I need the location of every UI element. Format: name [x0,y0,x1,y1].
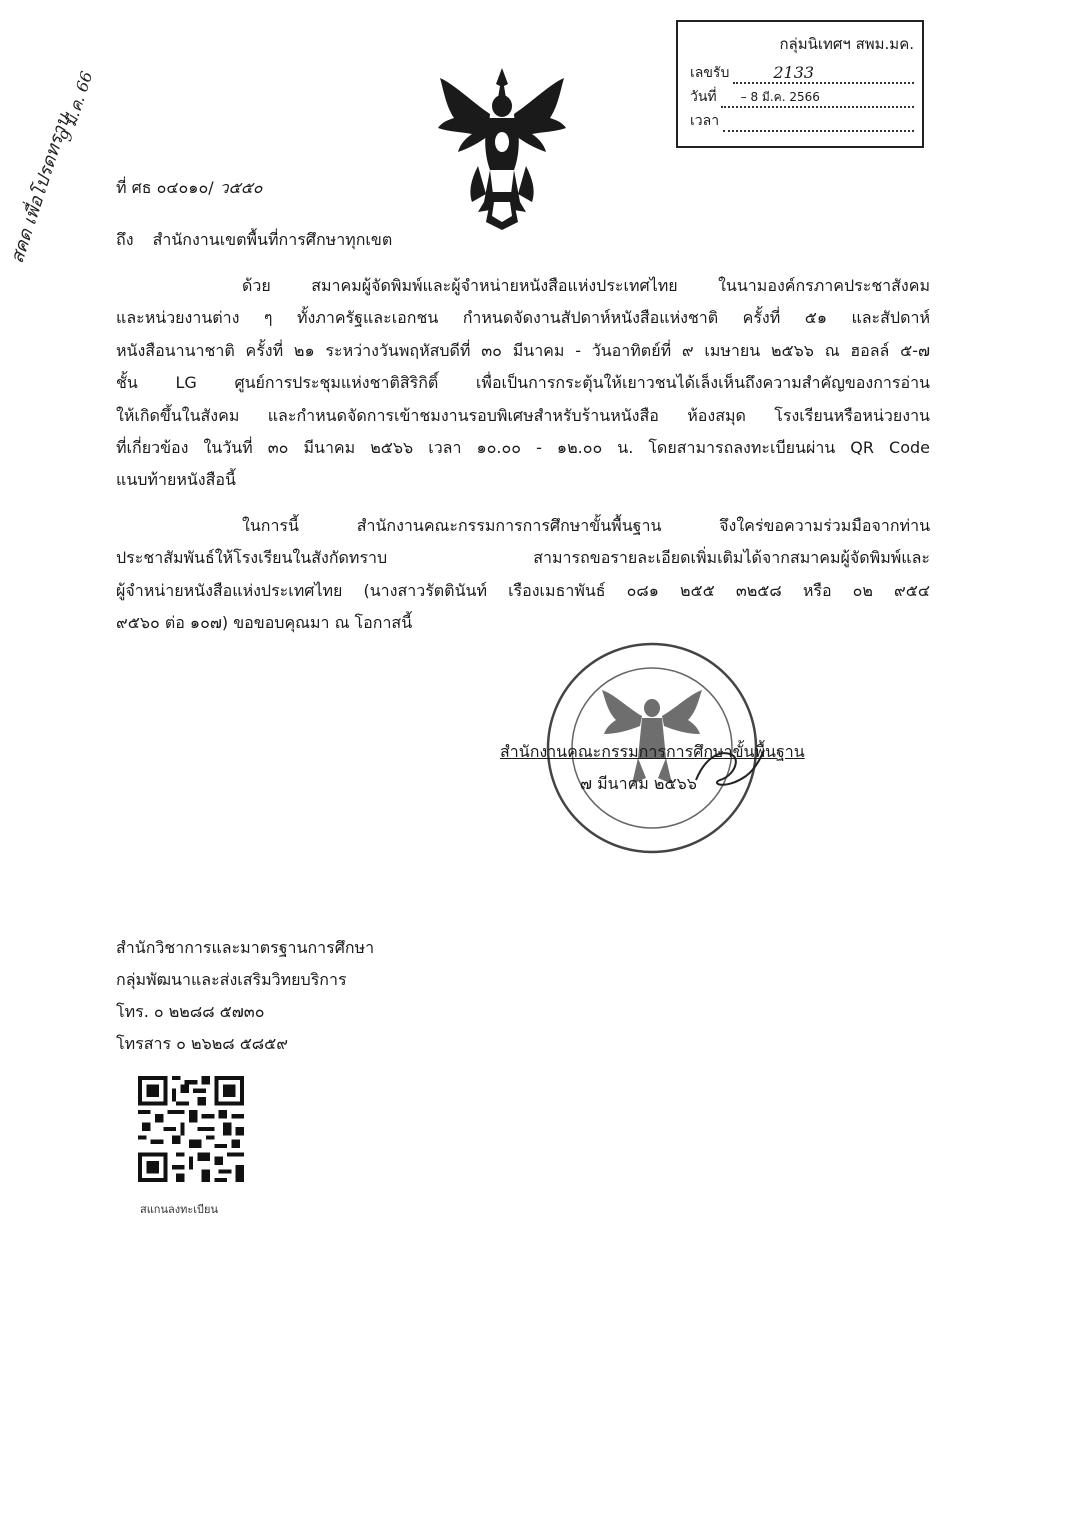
body-paragraph-2 [116,510,930,640]
garuda-emblem-icon [432,62,572,232]
stamp-number-row [690,60,914,84]
stamp-number-value: 2133 [733,64,914,84]
handwritten-margin-date: 9 มี.ค. 66 [56,68,97,144]
stamp-date-value: – 8 มี.ค. 2566 [721,88,914,108]
qr-caption: สแกนลงทะเบียน [140,1203,218,1216]
paragraph-line: ผู้จำหน่ายหนังสือแห่งประเทศไทย (นางสาวรัตตินันท์ เรืองเมธาพันธ์ ๐๘๑ ๒๕๕ ๓๒๕๘ หรือ ๐๒ ๙๕๔ [116,580,930,600]
contact-footer [116,932,374,1060]
stamp-number-label: เลขรับ [690,65,730,81]
stamp-date-row [690,84,914,108]
footer-group: กลุ่มพัฒนาและส่งเสริมวิทยบริการ [116,970,347,989]
reference-label: ที่ ศธ ๐๔๐๑๐/ [116,178,214,197]
paragraph-line: ด้วย สมาคมผู้จัดพิมพ์และผู้จำหน่ายหนังสือแห่งประเทศไทย ในนามองค์กรภาคประชาสังคม [242,276,930,295]
receiving-stamp [676,20,924,148]
stamp-time-row [690,108,914,132]
paragraph-line: ประชาสัมพันธ์ให้โรงเรียนในสังกัดทราบ สามารถขอรายละเอียดเพิ่มเติมได้จากสมาคมผู้จัดพิมพ์และ [116,548,930,568]
paragraph-line: ชั้น LG ศูนย์การประชุมแห่งชาติสิริกิติ์ เพื่อเป็นการกระตุ้นให้เยาวชนได้เล็งเห็นถึงความสำคัญของการอ่าน [116,373,930,393]
paragraph-line: และหน่วยงานต่าง ๆ ทั้งภาครัฐและเอกชน กำหนดจัดงานสัปดาห์หนังสือแห่งชาติ ครั้งที่ ๕๑ และสัปดาห์ [116,308,930,328]
addressee [116,228,392,253]
stamp-org: กลุ่มนิเทศฯ สพม.มค. [779,35,914,53]
handwritten-margin-note: สคด เพื่อโปรดทราบ [6,112,75,266]
stamp-time-value [723,112,914,132]
paragraph-line: ๙๕๖๐ ต่อ ๑๐๗) ขอขอบคุณมา ณ โอกาสนี้ [116,613,413,633]
addressee-value: สำนักงานเขตพื้นที่การศึกษาทุกเขต [152,230,393,249]
footer-fax: โทรสาร ๐ ๒๖๒๘ ๕๘๕๙ [116,1034,288,1053]
paragraph-line: หนังสือนานาชาติ ครั้งที่ ๒๑ ระหว่างวันพฤหัสบดีที่ ๓๐ มีนาคม - วันอาทิตย์ที่ ๙ เมษายน ๒๕๖๖ ณ ฮอลล์ ๕-๗ [116,340,930,360]
footer-tel: โทร. ๐ ๒๒๘๘ ๕๗๓๐ [116,1002,265,1021]
stamp-time-label: เวลา [690,113,720,129]
paragraph-line: แนบท้ายหนังสือนี้ [116,470,236,490]
body-paragraph-1 [116,270,930,497]
qr-code-icon [138,1076,244,1182]
document-reference [116,176,263,201]
signature-organization: สำนักงานคณะกรรมการการศึกษาขั้นพื้นฐาน [500,742,805,761]
signature-date: ๗ มีนาคม ๒๕๖๖ [580,774,697,793]
paragraph-line: ที่เกี่ยวข้อง ในวันที่ ๓๐ มีนาคม ๒๕๖๖ เวลา ๑๐.๐๐ - ๑๒.๐๐ น. โดยสามารถลงทะเบียนผ่าน QR Code [116,438,930,458]
paragraph-line: ให้เกิดขึ้นในสังคม และกำหนดจัดการเข้าชมงานรอบพิเศษสำหรับร้านหนังสือ ห้องสมุด โรงเรียนหรือหน่วยงาน [116,405,930,425]
footer-office: สำนักวิชาการและมาตรฐานการศึกษา [116,938,375,957]
stamp-date-label: วันที่ [690,89,717,105]
addressee-label: ถึง [116,230,134,249]
paragraph-line: ในการนี้ สำนักงานคณะกรรมการการศึกษาขั้นพื้นฐาน จึงใคร่ขอความร่วมมือจากท่าน [242,516,930,535]
reference-number: ว๕๕๐ [219,178,263,197]
